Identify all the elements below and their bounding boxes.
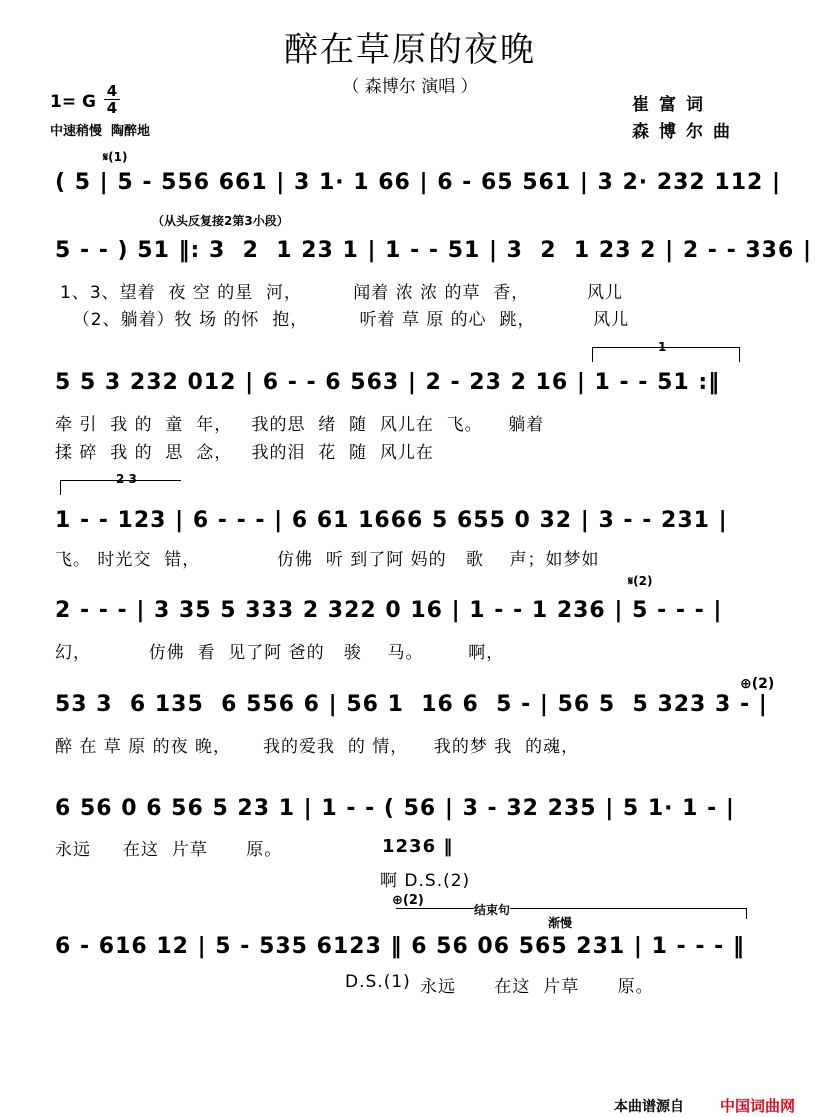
lyricist-credit: 崔富词: [632, 95, 713, 115]
score-row-1: ( 5 | 5 - 556 661 | 3 1· 1 66 | 6 - 65 561 | 3 2· 232 112 |: [55, 170, 782, 195]
repeat-instruction: （从头反复接2第3小段）: [152, 214, 289, 228]
score-row-2: 5 - - ) 51 ‖: 3 2 1 23 1 | 1 - - 51 | 3 2 1 23 2 | 2 - - 336 |: [55, 238, 812, 263]
score-row-3: 5 5 3 232 012 | 6 - - 6 563 | 2 - 23 2 16 | 1 - - 51 :‖: [55, 370, 721, 395]
volta-1-label: 1: [658, 340, 667, 354]
ds-2-instruction: 啊 D.S.(2): [380, 871, 471, 891]
source-label: 本曲谱源自: [614, 1099, 684, 1115]
ds-1-instruction: D.S.(1): [345, 972, 411, 992]
score-row-5: 2 - - - | 3 35 5 333 2 322 0 16 | 1 - - 1 236 | 5 - - - |: [55, 598, 723, 623]
composer-credit: 森博尔曲: [632, 122, 740, 142]
lyric-row-8: 永远 在这 片草 原。: [420, 977, 654, 997]
lyric-row-2-verse-1: 1、3、望着 夜 空 的星 河， 闻着 浓 浓 的草 香， 风儿: [60, 283, 623, 303]
time-signature-bottom: 4: [106, 99, 118, 117]
score-row-4: 1 - - 123 | 6 - - - | 6 61 1666 5 655 0 32 | 3 - - 231 |: [55, 508, 728, 533]
slowing-marking: 渐慢: [548, 916, 573, 930]
tempo-marking: 中速稍慢 陶醉地: [50, 124, 151, 139]
coda-end-mark: ⊕(2): [392, 893, 424, 908]
lyric-row-3-verse-2: 揉 碎 我 的 思 念， 我的泪 花 随 风儿在: [55, 443, 434, 463]
key-signature: 1= G: [50, 92, 96, 112]
lyric-row-7: 永远 在这 片草 原。: [55, 840, 283, 860]
lyric-row-6: 醉 在 草 原 的夜 晚， 我的爱我 的 情， 我的梦 我 的魂，: [55, 737, 580, 757]
source-site-link[interactable]: 中国词曲网: [720, 1097, 796, 1115]
lyric-row-5: 幻， 仿佛 看 见了阿 爸的 骏 马。 啊，: [55, 643, 505, 663]
song-title: 醉在草原的夜晚: [284, 30, 536, 70]
alternate-ending-notes: 1236 ‖: [382, 836, 454, 857]
score-row-6: 53 3 6 135 6 556 6 | 56 1 16 6 5 - | 56 5 5 323 3 - |: [55, 692, 768, 717]
lyric-row-4: 飞。 时光交 错， 仿佛 听 到了阿 妈的 歌 声；如梦如: [55, 550, 600, 570]
lyric-row-2-verse-2: （2、躺着）牧 场 的怀 抱， 听着 草 原 的心 跳， 风儿: [60, 310, 630, 330]
segno-1-mark: 𝄋(1): [103, 150, 128, 164]
ending-phrase-label: 结束句: [474, 903, 511, 917]
score-row-8: 6 - 616 12 | 5 - 535 6123 ‖ 6 56 06 565 231 | 1 - - - ‖: [55, 934, 745, 959]
time-signature: [104, 83, 120, 116]
lyric-row-3-verse-1: 牵 引 我 的 童 年， 我的思 绪 随 风儿在 飞。 躺着: [55, 415, 545, 435]
performer-subtitle: （ 森博尔 演唱 ）: [342, 77, 478, 97]
volta-23-label: 2 3: [116, 472, 137, 486]
coda-2-mark: ⊕(2): [740, 676, 775, 692]
time-signature-top: 4: [106, 82, 118, 100]
score-row-7: 6 56 0 6 56 5 23 1 | 1 - - ( 56 | 3 - 32 235 | 5 1· 1 - |: [55, 796, 735, 821]
segno-2-mark: 𝄋(2): [628, 574, 653, 588]
